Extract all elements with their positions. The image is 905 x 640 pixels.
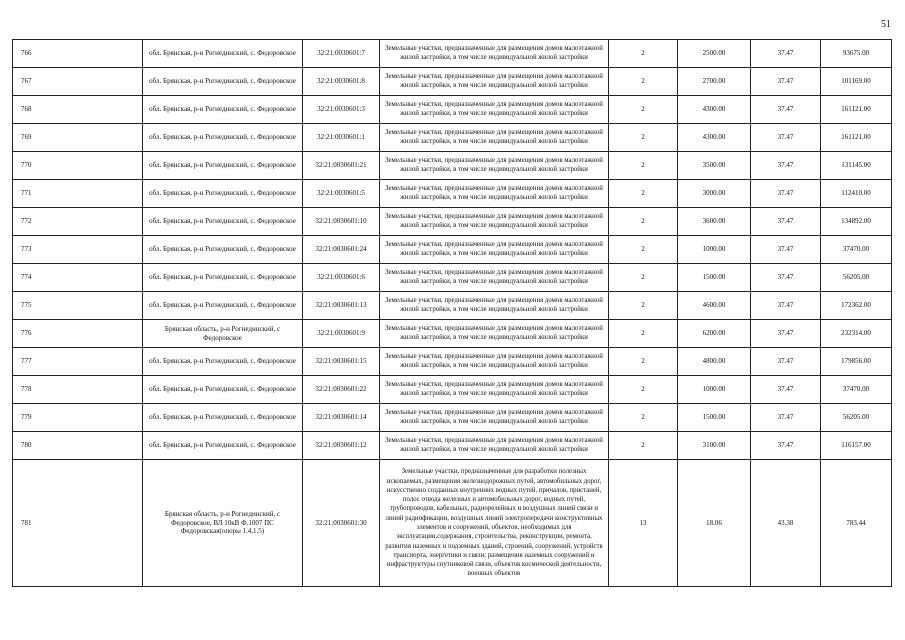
group-cell: 2 xyxy=(609,96,678,124)
cadastral-number-cell: 32:21:0030601:7 xyxy=(303,40,380,68)
cadastral-number-cell: 32:21:0030601:6 xyxy=(303,264,380,292)
cadastral-value-table xyxy=(12,39,892,587)
table-row xyxy=(13,208,892,236)
group-cell: 2 xyxy=(609,292,678,320)
group-cell: 2 xyxy=(609,68,678,96)
cadastral-value-cell: 56205.00 xyxy=(821,264,892,292)
table-body xyxy=(13,40,892,587)
address-cell: обл. Брянская, р-н Рогнединский, с. Федоровское xyxy=(143,68,303,96)
row-number-cell: 767 xyxy=(13,68,143,96)
specific-value-cell: 37.47 xyxy=(751,264,821,292)
specific-value-cell: 37.47 xyxy=(751,180,821,208)
area-cell: 3000.00 xyxy=(678,180,751,208)
row-number-cell: 772 xyxy=(13,208,143,236)
cadastral-number-cell: 32:21:0030601:9 xyxy=(303,320,380,348)
address-cell: обл. Брянская, р-н Рогнединский, с. Федоровское xyxy=(143,208,303,236)
permitted-use-cell: Земельные участки, предназначенные для размещения домов малоэтажной жилой застройки, в том числе индивидуальной жилой застройки xyxy=(380,292,609,320)
table-row xyxy=(13,348,892,376)
area-cell: 1500.00 xyxy=(678,264,751,292)
group-cell: 2 xyxy=(609,348,678,376)
table-row xyxy=(13,68,892,96)
area-cell: 4300.00 xyxy=(678,124,751,152)
address-cell: обл. Брянская, р-н Рогнединский, с. Федоровское xyxy=(143,348,303,376)
cadastral-value-cell: 112410.00 xyxy=(821,180,892,208)
cadastral-number-cell: 32:21:0030601:10 xyxy=(303,208,380,236)
row-number-cell: 769 xyxy=(13,124,143,152)
address-cell: обл. Брянская, р-н Рогнединский, с. Федоровское xyxy=(143,236,303,264)
group-cell: 2 xyxy=(609,320,678,348)
permitted-use-cell: Земельные участки, предназначенные для размещения домов малоэтажной жилой застройки, в том числе индивидуальной жилой застройки xyxy=(380,376,609,404)
area-cell: 3600.00 xyxy=(678,208,751,236)
area-cell: 4800.00 xyxy=(678,348,751,376)
table-row xyxy=(13,460,892,587)
area-cell: 3100.00 xyxy=(678,432,751,460)
specific-value-cell: 37.47 xyxy=(751,376,821,404)
address-cell: обл. Брянская, р-н Рогнединский, с. Федоровское xyxy=(143,96,303,124)
row-number-cell: 776 xyxy=(13,320,143,348)
address-cell: обл. Брянская, р-н Рогнединский, с. Федоровское xyxy=(143,404,303,432)
row-number-cell: 778 xyxy=(13,376,143,404)
row-number-cell: 780 xyxy=(13,432,143,460)
group-cell: 2 xyxy=(609,376,678,404)
permitted-use-cell: Земельные участки, предназначенные для размещения домов малоэтажной жилой застройки, в том числе индивидуальной жилой застройки xyxy=(380,152,609,180)
cadastral-value-cell: 179856.00 xyxy=(821,348,892,376)
row-number-cell: 774 xyxy=(13,264,143,292)
permitted-use-cell: Земельные участки, предназначенные для размещения домов малоэтажной жилой застройки, в том числе индивидуальной жилой застройки xyxy=(380,432,609,460)
cadastral-number-cell: 32:21:0030601:8 xyxy=(303,68,380,96)
cadastral-number-cell: 32:21:0030601:21 xyxy=(303,152,380,180)
cadastral-number-cell: 32:21:0030601:12 xyxy=(303,432,380,460)
cadastral-number-cell: 32:21:0030601:22 xyxy=(303,376,380,404)
cadastral-value-cell: 131145.00 xyxy=(821,152,892,180)
permitted-use-cell: Земельные участки, предназначенные для размещения домов малоэтажной жилой застройки, в том числе индивидуальной жилой застройки xyxy=(380,180,609,208)
specific-value-cell: 37.47 xyxy=(751,404,821,432)
permitted-use-cell: Земельные участки, предназначенные для размещения домов малоэтажной жилой застройки, в том числе индивидуальной жилой застройки xyxy=(380,208,609,236)
area-cell: 2500.00 xyxy=(678,40,751,68)
cadastral-value-cell: 783.44 xyxy=(821,460,892,587)
cadastral-number-cell: 32:21:0030601:15 xyxy=(303,348,380,376)
specific-value-cell: 37.47 xyxy=(751,236,821,264)
address-cell: обл. Брянская, р-н Рогнединский, с. Федоровское xyxy=(143,376,303,404)
specific-value-cell: 37.47 xyxy=(751,40,821,68)
address-cell: обл. Брянская, р-н Рогнединский, с. Федоровское xyxy=(143,40,303,68)
permitted-use-cell: Земельные участки, предназначенные для размещения домов малоэтажной жилой застройки, в том числе индивидуальной жилой застройки xyxy=(380,348,609,376)
table-row xyxy=(13,152,892,180)
cadastral-value-cell: 37470.00 xyxy=(821,376,892,404)
area-cell: 1500.00 xyxy=(678,404,751,432)
area-cell: 3500.00 xyxy=(678,152,751,180)
row-number-cell: 781 xyxy=(13,460,143,587)
address-cell: обл. Брянская, р-н Рогнединский, с. Федоровское xyxy=(143,180,303,208)
address-cell: обл. Брянская, р-н Рогнединский, с. Федоровское xyxy=(143,152,303,180)
group-cell: 2 xyxy=(609,40,678,68)
table-row xyxy=(13,124,892,152)
table-row xyxy=(13,180,892,208)
group-cell: 2 xyxy=(609,180,678,208)
cadastral-number-cell: 32:21:0030601:24 xyxy=(303,236,380,264)
cadastral-value-cell: 232314.00 xyxy=(821,320,892,348)
specific-value-cell: 37.47 xyxy=(751,348,821,376)
cadastral-number-cell: 32:21:0030601:1 xyxy=(303,124,380,152)
table-row xyxy=(13,264,892,292)
cadastral-value-cell: 56205.00 xyxy=(821,404,892,432)
address-cell: обл. Брянская, р-н Рогнединский, с. Федоровское xyxy=(143,124,303,152)
cadastral-value-cell: 101169.00 xyxy=(821,68,892,96)
group-cell: 13 xyxy=(609,460,678,587)
row-number-cell: 779 xyxy=(13,404,143,432)
area-cell: 1000.00 xyxy=(678,236,751,264)
specific-value-cell: 37.47 xyxy=(751,432,821,460)
cadastral-value-cell: 172362.00 xyxy=(821,292,892,320)
permitted-use-cell: Земельные участки, предназначенные для разработки полезных ископаемых, размещения железнодорожных путей, автомобильных дорог, искусственно созданных внутренних водных путей, причалов, пристаней, полос отвода железных и автомобильных дорог, водных путей, трубопроводов, кабельных, радиорелейных и воздушных линий связи и линий радиофикации, воздушных линий электропередачи конструктивных элементов и сооружений, объектов, необходимых для эксплуатации,содержания, строительства, реконструкции, ремонта, развития наземных и подземных зданий, строений, сооружений, устройств транспорта, энергетики и связи; размещения наземных сооружений и инфраструктуры спутниковой связи, объектов космической деятельности, военных объектов xyxy=(380,460,609,587)
area-cell: 6200.00 xyxy=(678,320,751,348)
group-cell: 2 xyxy=(609,208,678,236)
permitted-use-cell: Земельные участки, предназначенные для размещения домов малоэтажной жилой застройки, в том числе индивидуальной жилой застройки xyxy=(380,68,609,96)
table-row xyxy=(13,404,892,432)
area-cell: 18.06 xyxy=(678,460,751,587)
address-cell: обл. Брянская, р-н Рогнединский, с. Федоровское xyxy=(143,432,303,460)
table-row xyxy=(13,292,892,320)
area-cell: 4600.00 xyxy=(678,292,751,320)
row-number-cell: 775 xyxy=(13,292,143,320)
cadastral-number-cell: 32:21:0030601:30 xyxy=(303,460,380,587)
cadastral-number-cell: 32:21:0030601:14 xyxy=(303,404,380,432)
row-number-cell: 768 xyxy=(13,96,143,124)
row-number-cell: 770 xyxy=(13,152,143,180)
table-row xyxy=(13,40,892,68)
cadastral-value-cell: 161121.00 xyxy=(821,96,892,124)
group-cell: 2 xyxy=(609,432,678,460)
specific-value-cell: 37.47 xyxy=(751,96,821,124)
area-cell: 1000.00 xyxy=(678,376,751,404)
address-cell: Брянская область, р-н Рогнединский, с Федоровское, ВЛ 10кВ Ф.1007 ПС Федоровская(опоры 1.4,1.5) xyxy=(143,460,303,587)
permitted-use-cell: Земельные участки, предназначенные для размещения домов малоэтажной жилой застройки, в том числе индивидуальной жилой застройки xyxy=(380,96,609,124)
table-row xyxy=(13,236,892,264)
cadastral-value-cell: 134892.00 xyxy=(821,208,892,236)
specific-value-cell: 37.47 xyxy=(751,320,821,348)
area-cell: 4300.00 xyxy=(678,96,751,124)
page-number: 51 xyxy=(881,19,891,30)
group-cell: 2 xyxy=(609,264,678,292)
cadastral-value-cell: 161121.00 xyxy=(821,124,892,152)
cadastral-value-cell: 37470.00 xyxy=(821,236,892,264)
row-number-cell: 773 xyxy=(13,236,143,264)
permitted-use-cell: Земельные участки, предназначенные для размещения домов малоэтажной жилой застройки, в том числе индивидуальной жилой застройки xyxy=(380,264,609,292)
table-row xyxy=(13,320,892,348)
table-row xyxy=(13,432,892,460)
address-cell: обл. Брянская, р-н Рогнединский, с. Федоровское xyxy=(143,264,303,292)
cadastral-number-cell: 32:21:0030601:3 xyxy=(303,96,380,124)
specific-value-cell: 37.47 xyxy=(751,152,821,180)
permitted-use-cell: Земельные участки, предназначенные для размещения домов малоэтажной жилой застройки, в том числе индивидуальной жилой застройки xyxy=(380,320,609,348)
permitted-use-cell: Земельные участки, предназначенные для размещения домов малоэтажной жилой застройки, в том числе индивидуальной жилой застройки xyxy=(380,404,609,432)
row-number-cell: 777 xyxy=(13,348,143,376)
address-cell: Брянская область, р-н Рогнединский, с Федоровское xyxy=(143,320,303,348)
specific-value-cell: 37.47 xyxy=(751,292,821,320)
group-cell: 2 xyxy=(609,236,678,264)
address-cell: обл. Брянская, р-н Рогнединский, с. Федоровское xyxy=(143,292,303,320)
permitted-use-cell: Земельные участки, предназначенные для размещения домов малоэтажной жилой застройки, в том числе индивидуальной жилой застройки xyxy=(380,40,609,68)
specific-value-cell: 37.47 xyxy=(751,68,821,96)
area-cell: 2700.00 xyxy=(678,68,751,96)
group-cell: 2 xyxy=(609,152,678,180)
cadastral-value-cell: 116157.00 xyxy=(821,432,892,460)
specific-value-cell: 37.47 xyxy=(751,124,821,152)
permitted-use-cell: Земельные участки, предназначенные для размещения домов малоэтажной жилой застройки, в том числе индивидуальной жилой застройки xyxy=(380,124,609,152)
row-number-cell: 766 xyxy=(13,40,143,68)
table-row xyxy=(13,96,892,124)
cadastral-number-cell: 32:21:0030601:5 xyxy=(303,180,380,208)
cadastral-number-cell: 32:21:0030601:13 xyxy=(303,292,380,320)
row-number-cell: 771 xyxy=(13,180,143,208)
cadastral-value-cell: 93675.00 xyxy=(821,40,892,68)
group-cell: 2 xyxy=(609,124,678,152)
permitted-use-cell: Земельные участки, предназначенные для размещения домов малоэтажной жилой застройки, в том числе индивидуальной жилой застройки xyxy=(380,236,609,264)
specific-value-cell: 43.38 xyxy=(751,460,821,587)
specific-value-cell: 37.47 xyxy=(751,208,821,236)
table-row xyxy=(13,376,892,404)
group-cell: 2 xyxy=(609,404,678,432)
